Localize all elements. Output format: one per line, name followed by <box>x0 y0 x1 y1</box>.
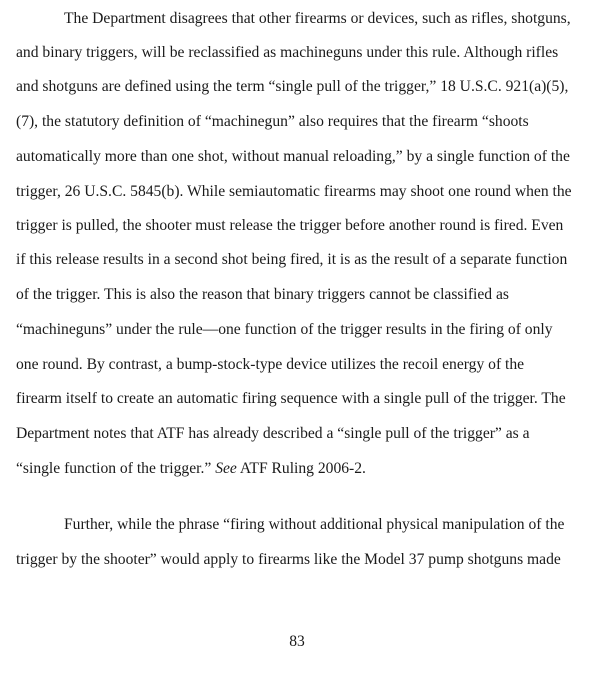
citation-signal: See <box>215 460 237 477</box>
paragraph-1-line-2: and binary triggers, will be reclassified as machineguns under this rule. Although rifles <box>16 44 559 61</box>
paragraph-1-line-9: of the trigger. This is also the reason that binary triggers cannot be classified as <box>16 286 509 303</box>
paragraph-1-line-8: if this release results in a second shot being fired, it is as the result of a separate function <box>16 251 568 268</box>
paragraph-1-line-7: trigger is pulled, the shooter must release the trigger before another round is fired. Even <box>16 217 564 234</box>
paragraph-1-line-5: automatically more than one shot, without manual reloading,” by a single function of the <box>16 148 570 165</box>
paragraph-1-line-11: one round. By contrast, a bump-stock-type device utilizes the recoil energy of the <box>16 356 525 373</box>
paragraph-1-line-13: Department notes that ATF has already described a “single pull of the trigger” as a <box>16 425 530 442</box>
paragraph-1-line-1: The Department disagrees that other firearms or devices, such as rifles, shotguns, <box>64 10 571 27</box>
page-number: 83 <box>289 633 305 650</box>
paragraph-2-line-1: Further, while the phrase “firing without additional physical manipulation of the <box>64 516 565 533</box>
paragraph-1-line-14 <box>16 461 366 477</box>
line-14-prefix: “single function of the trigger.” <box>16 460 216 477</box>
paragraph-1-line-10: “machineguns” under the rule—one function of the trigger results in the firing of only <box>16 321 553 338</box>
paragraph-2-line-2: trigger by the shooter” would apply to firearms like the Model 37 pump shotguns made <box>16 551 561 568</box>
paragraph-1-line-12: firearm itself to create an automatic firing sequence with a single pull of the trigger. The <box>16 390 566 407</box>
paragraph-1-line-6: trigger, 26 U.S.C. 5845(b). While semiautomatic firearms may shoot one round when the <box>16 183 572 200</box>
paragraph-1-line-4: (7), the statutory definition of “machinegun” also requires that the firearm “shoots <box>16 113 529 130</box>
line-14-suffix: ATF Ruling 2006-2. <box>236 460 366 477</box>
paragraph-1-line-3: and shotguns are defined using the term “single pull of the trigger,” 18 U.S.C. 921(a)(5), <box>16 78 569 95</box>
